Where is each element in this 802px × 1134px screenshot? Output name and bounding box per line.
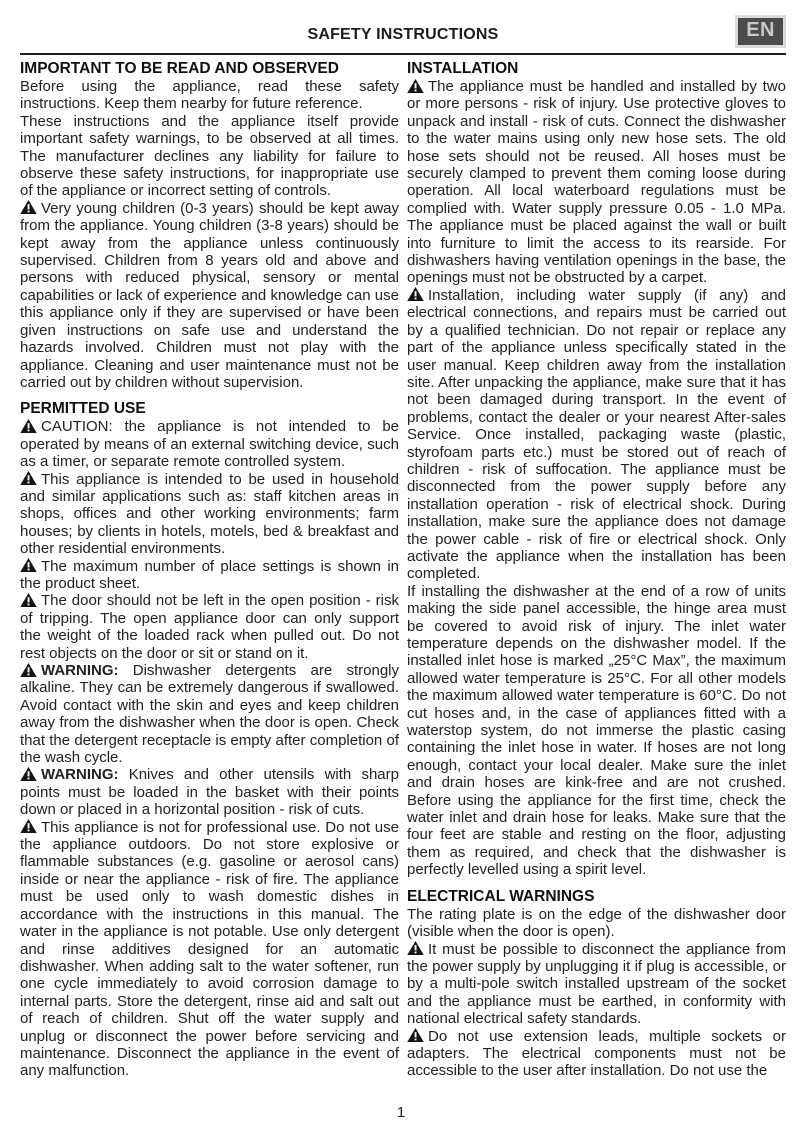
section-heading: IMPORTANT TO BE READ AND OBSERVED [20,60,339,77]
paragraph: Before using the appliance, read these safety instructions. Keep them nearby for future reference. [20,78,399,113]
warning-triangle-icon [407,941,428,958]
paragraph: WARNING: Knives and other utensils with sharp points must be loaded in the basket with their points down or placed in a horizontal position - risk of cuts. [20,766,399,819]
section-heading: PERMITTED USE [20,400,146,418]
paragraph: WARNING: Dishwasher detergents are strongly alkaline. They can be extremely dangerous if swallowed. Avoid contact with the skin and eyes and keep children away from the dishwasher when the door is open. Check that the detergent receptacle is empty after completion of the wash cycle. [20,662,399,767]
warning-label: WARNING: [41,662,133,679]
page-header [20,12,786,52]
paragraph: It must be possible to disconnect the appliance from the power supply by unplugging it if plug is accessible, or by a multi-pole switch installed upstream of the socket and the appliance must be earthed, in conformity with national electrical safety standards. [407,940,786,1028]
section-heading: INSTALLATION [407,60,519,77]
warning-triangle-icon [20,766,41,783]
paragraph: These instructions and the appliance itself provide important safety warnings, to be observed at all times. The manufacturer declines any liability for failure to observe these safety instructions, for inappropriate use of the appliance or incorrect setting of controls. [20,112,399,200]
paragraph: The appliance must be handled and installed by two or more persons - risk of injury. Use protective gloves to unpack and install - risk of cuts. Connect the dishwasher to the water mains using only new hose sets. The old hose sets should not be reused. All hoses must be securely clamped to prevent them coming loose during operation. All local waterboard regulations must be complied with. Water supply pressure 0.05 - 1.0 MPa. The appliance must be placed against the wall or built into furniture to limit the access to its rearside. For dishwashers having ventilation openings in the base, the openings must not be obstructed by a carpet. [407,78,786,287]
header-divider [20,53,786,55]
content-columns [20,60,786,1080]
section-heading: ELECTRICAL WARNINGS [407,887,595,905]
paragraph: Do not use extension leads, multiple sockets or adapters. The electrical components must not be accessible to the user after installation. Do not use the [407,1027,786,1080]
warning-triangle-icon [407,78,428,95]
paragraph: This appliance is not for professional use. Do not use the appliance outdoors. Do not store explosive or flammable substances (e.g. gasoline or aerosol cans) inside or near the appliance - risk of fire. The appliance must be used only to wash domestic dishes in accordance with the instructions in this manual. The water in the appliance is not potable. Use only detergent and rinse additives designed for an automatic dishwasher. When adding salt to the water softener, run one cycle immediately to avoid corrosion damage to internal parts. Store the detergent, rinse aid and salt out of reach of children. Shut off the water supply and unplug or disconnect the power before servicing and maintenance. Disconnect the appliance in the event of any malfunction. [20,818,399,1080]
page-number: 1 [396,1104,406,1121]
paragraph: The rating plate is on the edge of the dishwasher door (visible when the door is open). [407,905,786,941]
left-column [20,60,399,1080]
warning-triangle-icon [20,662,41,679]
paragraph: CAUTION: the appliance is not intended to be operated by means of an external switching device, such as a timer, or separate remote controlled system. [20,418,399,471]
warning-triangle-icon [20,592,41,609]
warning-triangle-icon [407,287,428,304]
right-column [407,60,786,1080]
warning-triangle-icon [20,819,41,836]
paragraph: If installing the dishwasher at the end of a row of units making the side panel accessible, the hinge area must be covered to avoid risk of injury. The inlet water temperature depends on the dishwasher model. If the installed inlet hose is marked „25°C Max”, the maximum allowed water temperature is 25°C. For all other models the maximum allowed water temperature is 60°C. Do not cut hoses and, in the case of appliances fitted with a waterstop system, do not immerse the plastic casing containing the inlet hose in water. If hoses are not long enough, contact your local dealer. Make sure the inlet and drain hoses are kink-free and are not crushed. Before using the appliance for the first time, check the water inlet and drain hose for leaks. Make sure that the four feet are stable and resting on the floor, adjusting them as required, and check that the dishwasher is perfectly levelled using a spirit level. [407,582,786,879]
warning-triangle-icon [20,200,41,217]
warning-triangle-icon [20,558,41,575]
paragraph: Very young children (0-3 years) should be kept away from the appliance. Young children (3-8 years) should be kept away from the appliance unless continuously supervised. Children from 8 years old and above and persons with reduced physical, sensory or mental capabilities or lack of experience and knowledge can use this appliance only if they are supervised or have been given instructions on safe use and understand the hazards involved. Children must not play with the appliance. Cleaning and user maintenance must not be carried out by children without supervision. [20,199,399,391]
page-title: SAFETY INSTRUCTIONS [307,26,499,43]
paragraph: Installation, including water supply (if any) and electrical connections, and repairs must be carried out by a qualified technician. Do not repair or replace any part of the appliance unless specifically stated in the user manual. Keep children away from the installation site. After unpacking the appliance, make sure that it has not been damaged during transport. In the event of problems, contact the dealer or your nearest After-sales Service. Once installed, packaging waste (plastic, styrofoam parts etc.) must be stored out of reach of children - risk of suffocation. The appliance must be disconnected from the power supply before any installation operation - risk of electrical shock. During installation, make sure the appliance does not damage the power cable - risk of fire or electrical shock. Only activate the appliance when the installation has been completed. [407,286,786,583]
warning-triangle-icon [20,471,41,488]
language-badge: EN [735,15,786,48]
paragraph: This appliance is intended to be used in household and similar applications such as: staff kitchen areas in shops, offices and other working environments; farm houses; by clients in hotels, motels, bed & breakfast and other residential environments. [20,470,399,558]
paragraph: The door should not be left in the open position - risk of tripping. The open appliance door can only support the weight of the loaded rack when pulled out. Do not rest objects on the door or sit or stand on it. [20,592,399,662]
warning-triangle-icon [407,1028,428,1045]
paragraph: The maximum number of place settings is shown in the product sheet. [20,557,399,592]
warning-label: WARNING: [41,766,129,784]
warning-triangle-icon [20,418,41,435]
